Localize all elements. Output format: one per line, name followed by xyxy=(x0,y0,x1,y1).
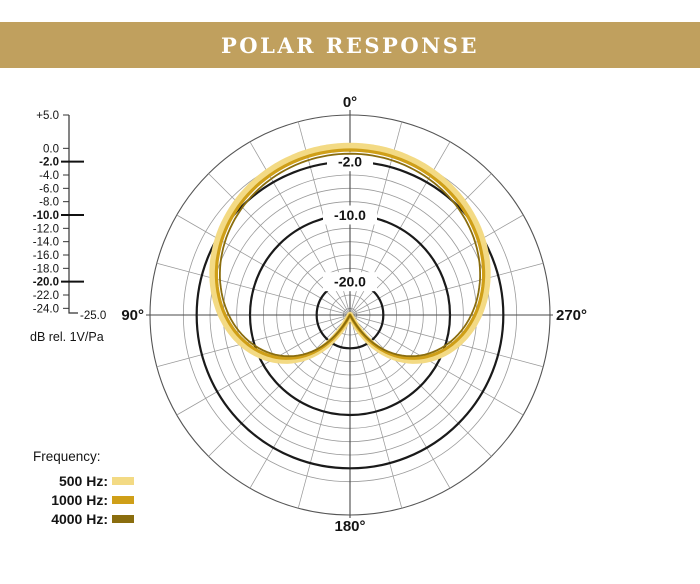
legend-label-1000hz: 1000 Hz: xyxy=(51,491,108,508)
scale-tick-label: -22.0 xyxy=(32,290,59,302)
scale-tick-label: +5.0 xyxy=(36,110,59,122)
scale-tick-label: -16.0 xyxy=(32,250,59,262)
scale-end-label: -25.0 xyxy=(80,310,107,322)
scale-tick-label: -4.0 xyxy=(39,170,59,182)
scale-tick-label: 0.0 xyxy=(43,143,59,156)
frequency-legend xyxy=(33,449,134,528)
scale-tick-label: -14.0 xyxy=(32,236,59,249)
ring-label: -20.0 xyxy=(334,273,366,290)
units-label: dB rel. 1V/Pa xyxy=(30,330,104,344)
angle-label-90: 90° xyxy=(121,307,144,324)
angle-label-180: 180° xyxy=(334,518,366,535)
legend-label-4000hz: 4000 Hz: xyxy=(51,510,108,527)
legend-label-500hz: 500 Hz: xyxy=(58,472,108,489)
scale-tick-label: -24.0 xyxy=(32,303,59,316)
scale-tick-label: -12.0 xyxy=(32,223,59,236)
legend-item-1000hz xyxy=(33,490,134,509)
scale-tick-label: -2.0 xyxy=(39,156,59,169)
scale-tick-label: -8.0 xyxy=(39,196,59,209)
db-scale xyxy=(33,110,84,315)
legend-swatch-500hz xyxy=(112,477,134,485)
page-title: POLAR RESPONSE xyxy=(221,32,479,58)
angle-label-0: 0° xyxy=(342,94,358,111)
legend-swatch-4000hz xyxy=(112,515,134,523)
ring-label: -10.0 xyxy=(334,207,366,223)
legend-swatch-1000hz xyxy=(112,496,134,504)
legend-item-500hz xyxy=(33,471,134,490)
ring-label: -2.0 xyxy=(337,153,363,170)
legend-item-4000hz xyxy=(33,509,134,528)
scale-tick-label: -10.0 xyxy=(32,210,59,222)
scale-tick-label: -18.0 xyxy=(32,263,59,276)
angle-label-270: 270° xyxy=(556,307,588,324)
scale-tick-label: -6.0 xyxy=(39,183,59,196)
scale-tick-label: -20.0 xyxy=(32,276,59,289)
legend-title: Frequency: xyxy=(33,449,101,464)
